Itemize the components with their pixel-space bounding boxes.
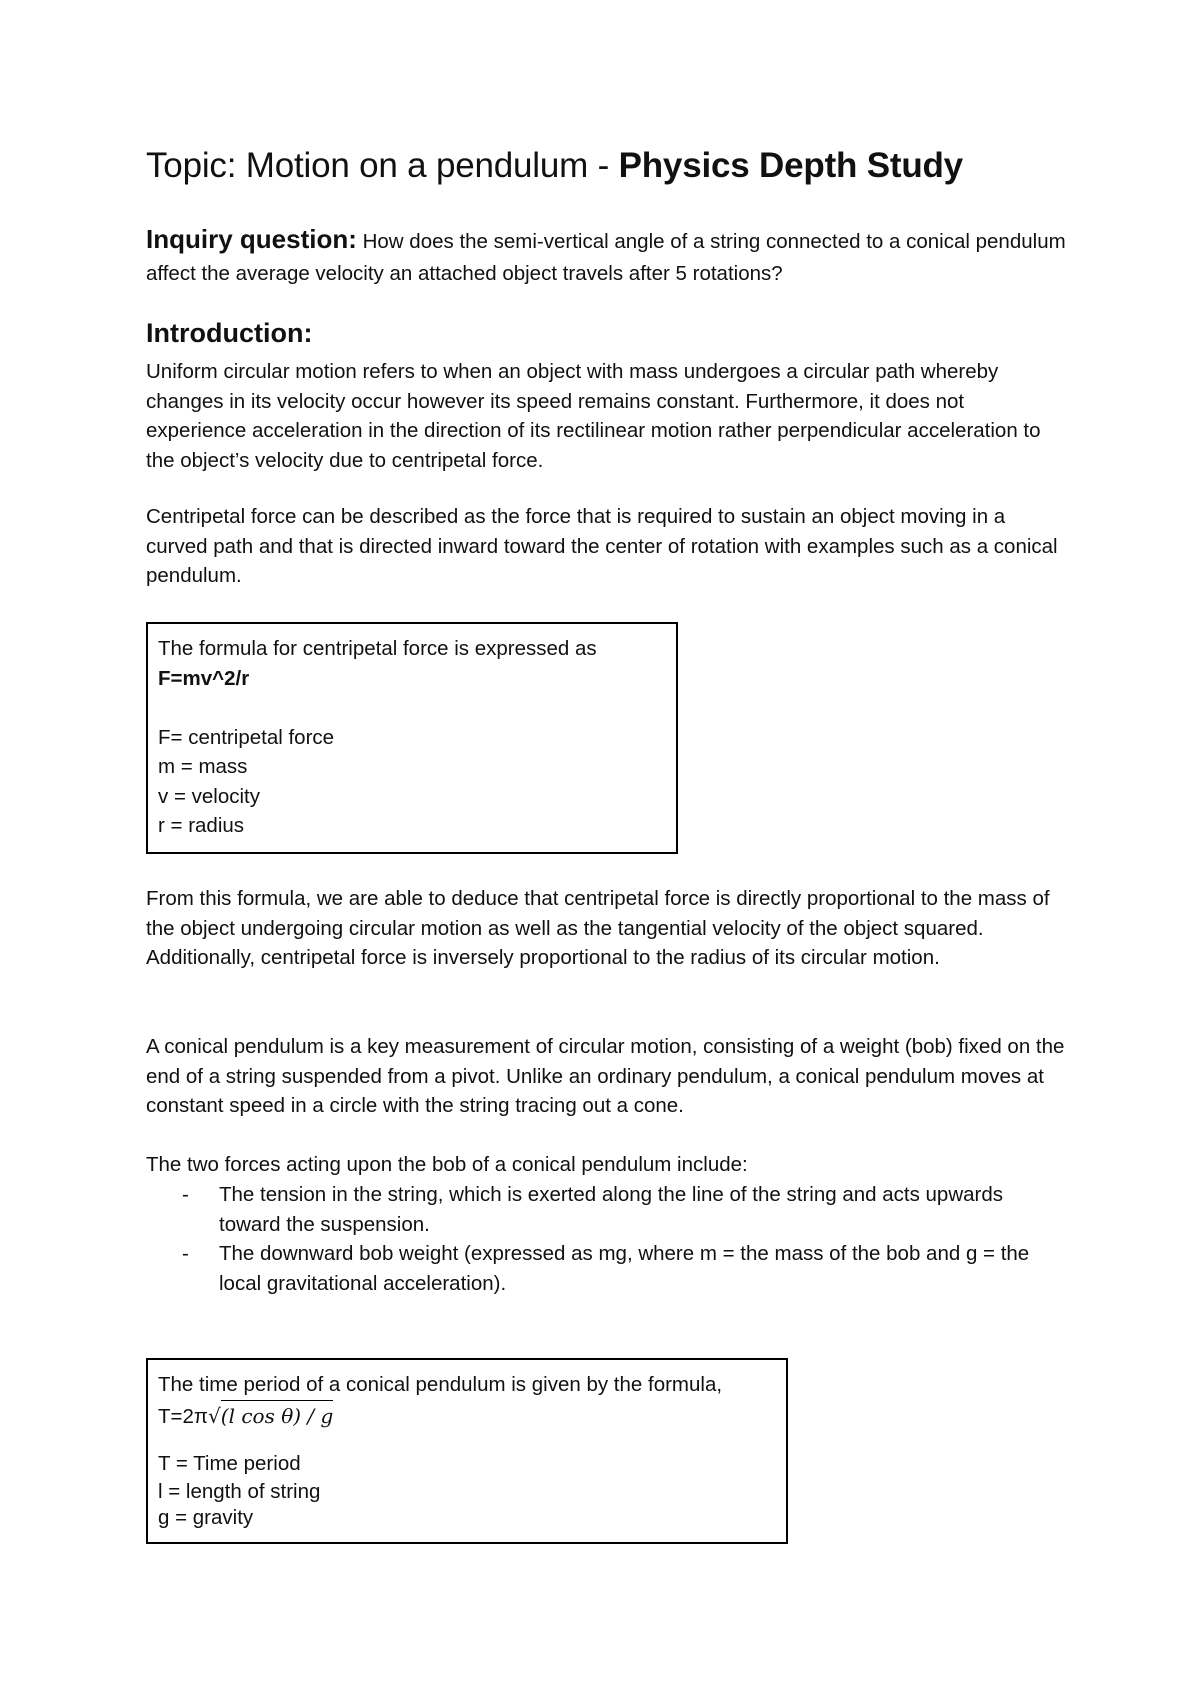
time-period-formula: T=2π√(l cos θ) / g bbox=[158, 1400, 776, 1432]
list-item: - The downward bob weight (expressed as mg, where m = the mass of the bob and g = the local gravitational acceleration). bbox=[146, 1239, 1066, 1298]
centripetal-formula-box bbox=[146, 622, 678, 854]
box2-intro: The time period of a conical pendulum is given by the formula, bbox=[158, 1373, 723, 1396]
inquiry-question bbox=[146, 223, 1066, 290]
box2-def: g = gravity bbox=[158, 1505, 254, 1529]
inquiry-label: Inquiry question: bbox=[146, 224, 357, 254]
time-period-formula-box bbox=[146, 1358, 788, 1544]
paragraph-conical-pendulum: A conical pendulum is a key measurement of circular motion, consisting of a weight (bob) fixed on the end of a string suspended from a pivot. Unlike an ordinary pendulum, a conical pendulum moves at constant speed in a circle with the string tracing out a cone. bbox=[146, 1035, 1065, 1117]
title-bold: Physics Depth Study bbox=[618, 146, 963, 185]
box2-def: T = Time period bbox=[158, 1452, 301, 1475]
introduction-heading: Introduction: bbox=[146, 318, 313, 348]
box2-def: l = length of string bbox=[158, 1479, 321, 1503]
paragraph-proportionality: From this formula, we are able to deduce that centripetal force is directly proportional to the mass of the object undergoing circular motion as well as the tangential velocity of the object squared. Additionally, centripetal force is inversely proportional to the radius of its circular motion. bbox=[146, 887, 1050, 969]
bullet-dash: - bbox=[182, 1183, 189, 1206]
centripetal-formula: F=mv^2/r bbox=[158, 666, 250, 690]
box1-intro: The formula for centripetal force is expressed as bbox=[158, 637, 597, 660]
box1-def: v = velocity bbox=[158, 784, 260, 808]
bullet-dash: - bbox=[182, 1242, 189, 1265]
intro-paragraph-2: Centripetal force can be described as the force that is required to sustain an object moving in a curved path and that is directed inward toward the center of rotation with examples such as a conical pendulum. bbox=[146, 505, 1058, 587]
forces-list bbox=[146, 1180, 1066, 1298]
page-title bbox=[146, 146, 963, 186]
box1-def: r = radius bbox=[158, 814, 245, 837]
inquiry-text: How does the semi-vertical angle of a string connected to a conical pendulum affect the average velocity an attached object travels after 5 rotations? bbox=[146, 230, 1066, 285]
title-prefix: Topic: Motion on a pendulum - bbox=[146, 146, 619, 185]
forces-intro: The two forces acting upon the bob of a conical pendulum include: bbox=[146, 1153, 748, 1176]
box1-def: F= centripetal force bbox=[158, 725, 335, 749]
box1-def: m = mass bbox=[158, 755, 248, 778]
intro-paragraph-1: Uniform circular motion refers to when an object with mass undergoes a circular path whereby changes in its velocity occur however its speed remains constant. Furthermore, it does not experience acceleration in the direction of its rectilinear motion rather perpendicular acceleration to the object’s velocity due to centripetal force. bbox=[146, 360, 1041, 472]
list-item: - The tension in the string, which is exerted along the line of the string and acts upwards toward the suspension. bbox=[146, 1180, 1066, 1239]
